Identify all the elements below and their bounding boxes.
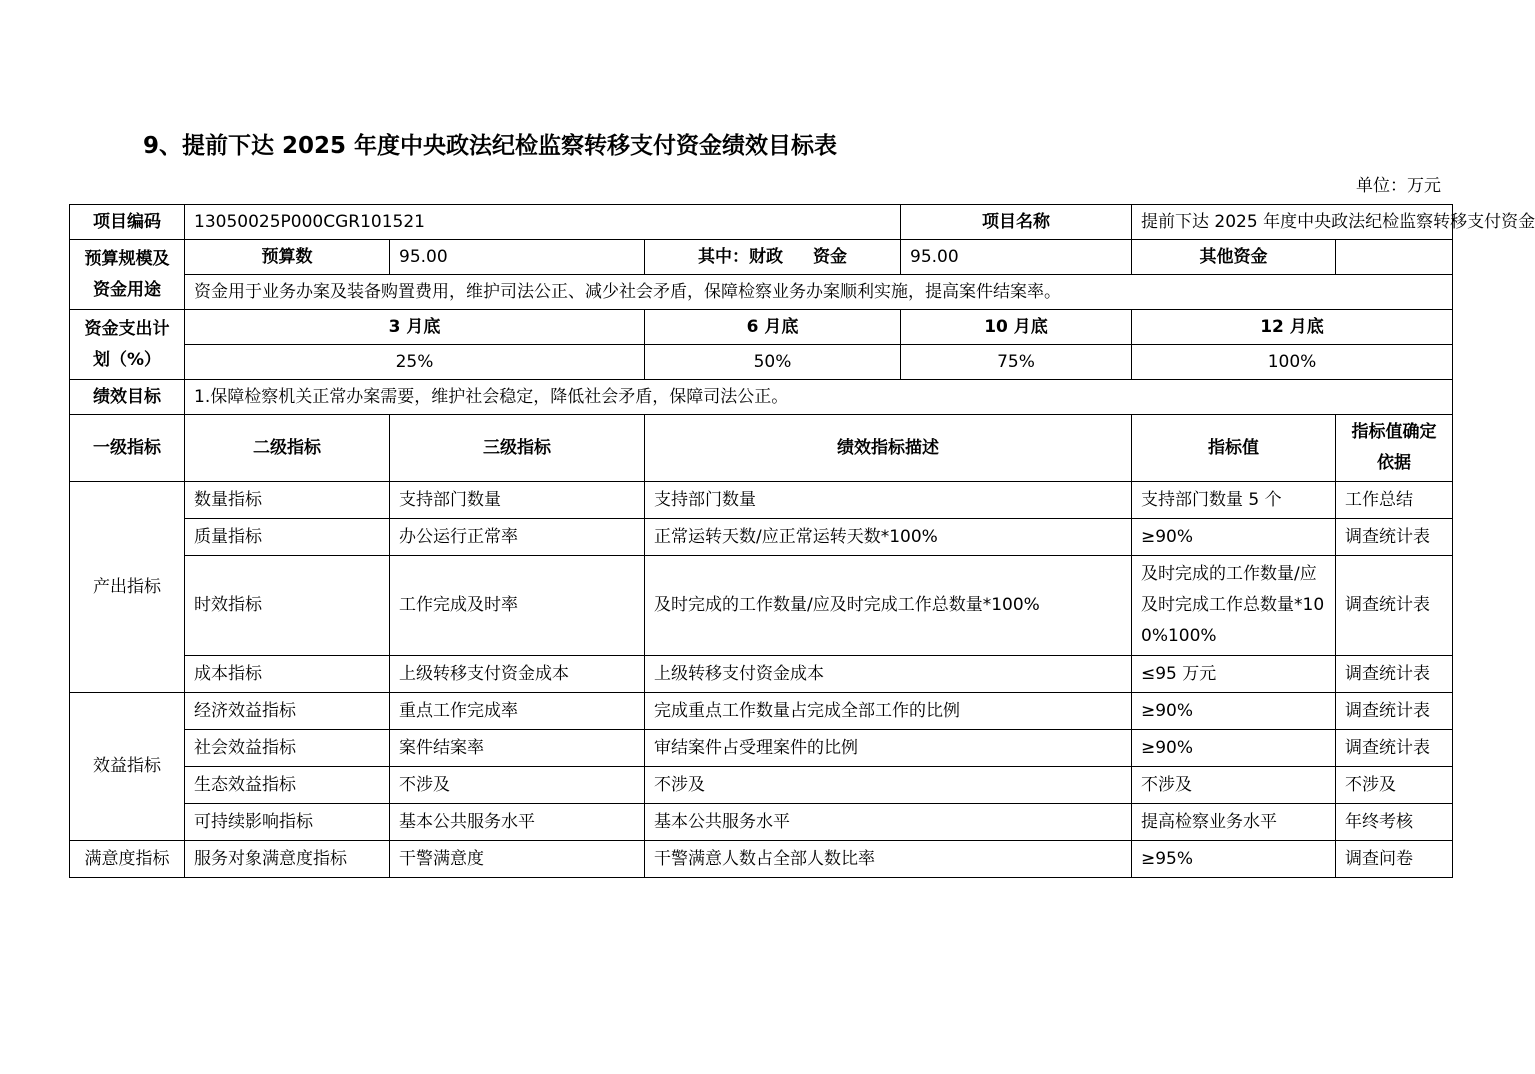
- cell-basis: 调查统计表: [1336, 519, 1453, 556]
- other-fund-label: 其他资金: [1132, 240, 1336, 275]
- cell-level3: 干警满意度: [390, 841, 645, 878]
- percent-june: 50%: [645, 345, 901, 380]
- cell-level3: 上级转移支付资金成本: [390, 656, 645, 693]
- header-level3: 三级指标: [390, 415, 645, 482]
- indicator-header-row: [70, 415, 1453, 482]
- project-name-value: 提前下达 2025 年度中央政法纪检监察转移支付资金: [1132, 205, 1453, 240]
- spending-plan-period-row: [70, 310, 1453, 345]
- spending-plan-value-row: [70, 345, 1453, 380]
- cell-description: 支持部门数量: [645, 482, 1132, 519]
- cell-basis: 工作总结: [1336, 482, 1453, 519]
- header-value: 指标值: [1132, 415, 1336, 482]
- percent-december: 100%: [1132, 345, 1453, 380]
- cell-level2: 社会效益指标: [185, 730, 390, 767]
- cell-value: ≥90%: [1132, 693, 1336, 730]
- table-row: [70, 693, 1453, 730]
- cell-level3: 不涉及: [390, 767, 645, 804]
- group-satisfaction-label: 满意度指标: [70, 841, 185, 878]
- header-basis-line1: 指标值确定: [1351, 422, 1437, 442]
- table-row: [70, 767, 1453, 804]
- budget-purpose-row: [70, 275, 1453, 310]
- cell-level2: 质量指标: [185, 519, 390, 556]
- project-row: [70, 205, 1453, 240]
- period-october: 10 月底: [901, 310, 1132, 345]
- goal-text: 1.保障检察机关正常办案需要，维护社会稳定，降低社会矛盾，保障司法公正。: [185, 380, 1453, 415]
- cell-level3: 工作完成及时率: [390, 556, 645, 656]
- cell-level3: 办公运行正常率: [390, 519, 645, 556]
- other-fund-value: [1336, 240, 1453, 275]
- table-row: [70, 841, 1453, 878]
- cell-basis: 调查统计表: [1336, 556, 1453, 656]
- cell-description: 基本公共服务水平: [645, 804, 1132, 841]
- cell-level3: 基本公共服务水平: [390, 804, 645, 841]
- cell-value: 不涉及: [1132, 767, 1336, 804]
- goal-label: 绩效目标: [70, 380, 185, 415]
- cell-basis: 调查问卷: [1336, 841, 1453, 878]
- header-level1: 一级指标: [70, 415, 185, 482]
- project-name-label: 项目名称: [901, 205, 1132, 240]
- percent-october: 75%: [901, 345, 1132, 380]
- header-description: 绩效指标描述: [645, 415, 1132, 482]
- cell-level2: 服务对象满意度指标: [185, 841, 390, 878]
- group-benefit-label: 效益指标: [70, 693, 185, 841]
- cell-description: 审结案件占受理案件的比例: [645, 730, 1132, 767]
- cell-basis: 不涉及: [1336, 767, 1453, 804]
- cell-description: 完成重点工作数量占完成全部工作的比例: [645, 693, 1132, 730]
- cell-level3: 案件结案率: [390, 730, 645, 767]
- table-row: [70, 482, 1453, 519]
- spending-plan-label-line1: 资金支出计: [84, 318, 170, 339]
- cell-level2: 时效指标: [185, 556, 390, 656]
- table-row: [70, 730, 1453, 767]
- unit-label: 单位：万元: [1356, 176, 1441, 196]
- project-code-label: 项目编码: [70, 205, 185, 240]
- budget-section-label-line2: 资金用途: [93, 279, 161, 300]
- cell-description: 干警满意人数占全部人数比率: [645, 841, 1132, 878]
- cell-value: 提高检察业务水平: [1132, 804, 1336, 841]
- budget-section-label-line1: 预算规模及: [84, 248, 170, 269]
- cell-level2: 数量指标: [185, 482, 390, 519]
- header-basis-line2: 依据: [1377, 453, 1411, 473]
- cell-description: 正常运转天数/应正常运转天数*100%: [645, 519, 1132, 556]
- cell-value: 支持部门数量 5 个: [1132, 482, 1336, 519]
- header-basis: [1336, 415, 1453, 482]
- budget-section-label: [70, 240, 185, 310]
- cell-level2: 生态效益指标: [185, 767, 390, 804]
- cell-value: ≥95%: [1132, 841, 1336, 878]
- performance-target-table: [69, 204, 1535, 878]
- cell-level2: 成本指标: [185, 656, 390, 693]
- percent-march: 25%: [185, 345, 645, 380]
- cell-level2: 经济效益指标: [185, 693, 390, 730]
- document-title: 9、提前下达 2025 年度中央政法纪检监察转移支付资金绩效目标表: [143, 133, 838, 159]
- period-june: 6 月底: [645, 310, 901, 345]
- cell-description: 及时完成的工作数量/应及时完成工作总数量*100%: [645, 556, 1132, 656]
- fiscal-fund-label-a: 其中：财政: [698, 246, 783, 267]
- header-level2: 二级指标: [185, 415, 390, 482]
- cell-basis: 调查统计表: [1336, 656, 1453, 693]
- cell-basis: 调查统计表: [1336, 730, 1453, 767]
- budget-amount-value: 95.00: [390, 240, 645, 275]
- cell-value: ≥90%: [1132, 519, 1336, 556]
- fiscal-fund-label-b: 资金: [813, 246, 847, 267]
- cell-description: 上级转移支付资金成本: [645, 656, 1132, 693]
- period-december: 12 月底: [1132, 310, 1453, 345]
- cell-basis: 调查统计表: [1336, 693, 1453, 730]
- spending-plan-label: [70, 310, 185, 380]
- goal-row: [70, 380, 1453, 415]
- fund-purpose-text: 资金用于业务办案及装备购置费用，维护司法公正、减少社会矛盾，保障检察业务办案顺利实施，提高案件结案率。: [185, 275, 1453, 310]
- project-code-value: 13050025P000CGR101521: [185, 205, 901, 240]
- group-output-label: 产出指标: [70, 482, 185, 693]
- cell-level3: 支持部门数量: [390, 482, 645, 519]
- table-row: [70, 656, 1453, 693]
- cell-basis: 年终考核: [1336, 804, 1453, 841]
- cell-value: ≥90%: [1132, 730, 1336, 767]
- spending-plan-label-line2: 划（%）: [92, 349, 162, 370]
- period-march: 3 月底: [185, 310, 645, 345]
- cell-level3: 重点工作完成率: [390, 693, 645, 730]
- table-row: [70, 519, 1453, 556]
- cell-value: 及时完成的工作数量/应及时完成工作总数量*100%100%: [1132, 556, 1336, 656]
- cell-description: 不涉及: [645, 767, 1132, 804]
- cell-level2: 可持续影响指标: [185, 804, 390, 841]
- table-row: [70, 556, 1453, 656]
- budget-amount-label: 预算数: [185, 240, 390, 275]
- fiscal-fund-label: [645, 240, 901, 275]
- cell-value: ≤95 万元: [1132, 656, 1336, 693]
- budget-amount-row: [70, 240, 1453, 275]
- table-row: [70, 804, 1453, 841]
- fiscal-fund-value: 95.00: [901, 240, 1132, 275]
